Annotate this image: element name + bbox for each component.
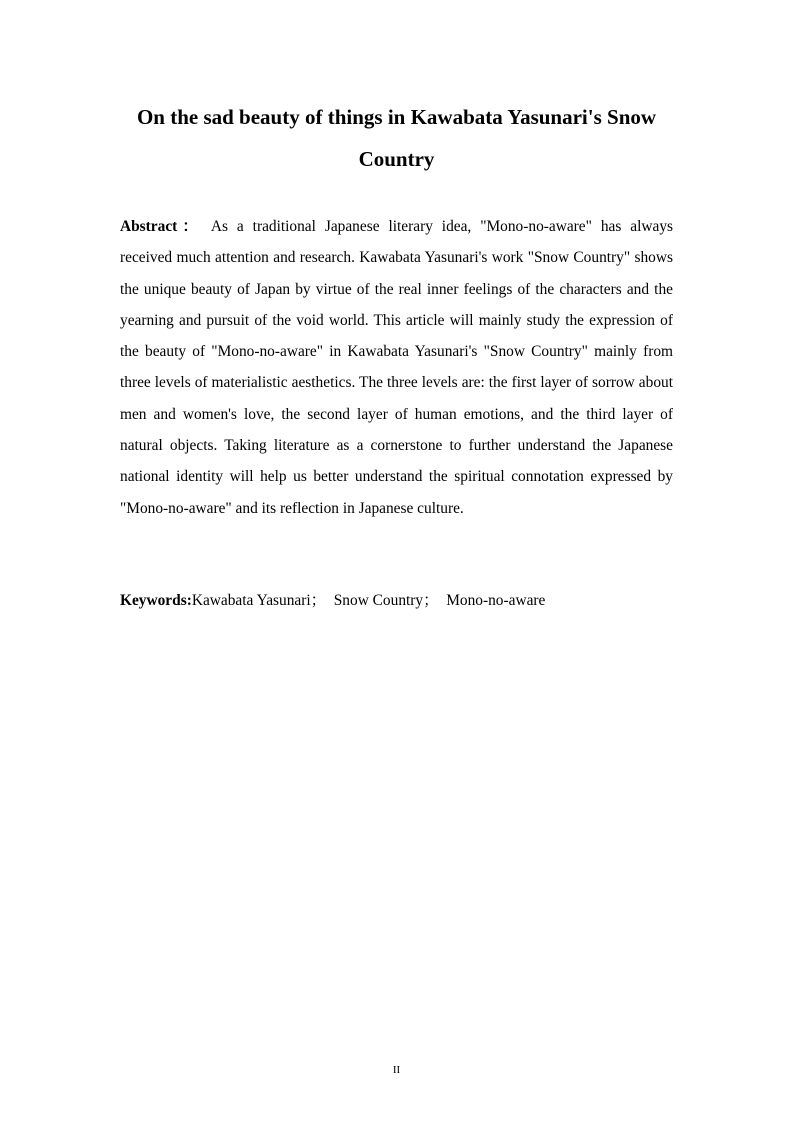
keyword-item: Kawabata Yasunari [191, 592, 311, 609]
abstract-paragraph [120, 211, 673, 524]
keyword-item: Mono-no-aware [446, 592, 546, 609]
keywords-label: Keywords: [120, 592, 192, 609]
abstract-text: As a traditional Japanese literary idea, "Mono-no-aware" has always received much attention and research. Kawabata Yasunari's work "Snow Country" shows the unique beauty of Japan by virtue of the real inner feelings of the characters and the yearning and pursuit of the void world. This article will mainly study the expression of the beauty of "Mono-no-aware" in Kawabata Yasunari's "Snow Country" mainly from three levels of materialistic aesthetics. The three levels are: the first layer of sorrow about men and women's love, the second layer of human emotions, and the third layer of natural objects. Taking literature as a cornerstone to further understand the Japanese national identity will help us better understand the spiritual connotation expressed by "Mono-no-aware" and its reflection in Japanese culture. [120, 218, 674, 517]
keyword-separator: ； [310, 592, 334, 609]
document-title: On the sad beauty of things in Kawabata Yasunari's Snow Country [136, 105, 657, 171]
page-number: II [392, 1064, 401, 1076]
keyword-item: Snow Country [333, 592, 424, 609]
keyword-separator: ； [423, 592, 447, 609]
keywords-line [120, 585, 673, 616]
abstract-label: Abstract： [120, 218, 203, 235]
